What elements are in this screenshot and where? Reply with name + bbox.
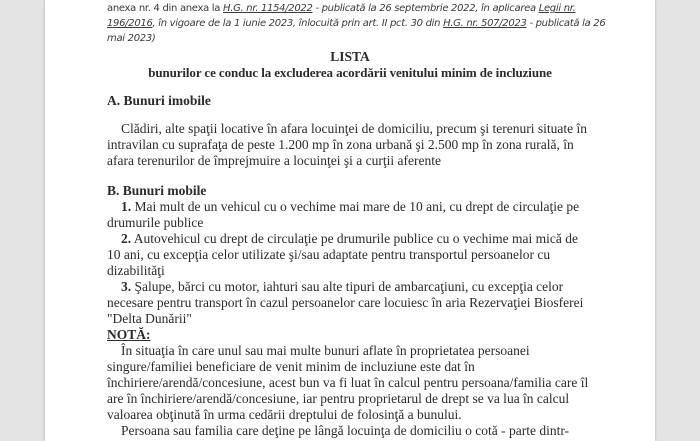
- note-mid-3: - publicată la 26: [526, 18, 606, 29]
- list-item: [107, 231, 593, 279]
- item-text: Autovehicul cu drept de circulaţie pe drumurile publice cu o vechime mai mică de 10 ani, cu excepţia celor utilizate şi/sau adaptate pentru transportul persoanelor cu dizabilităţi: [107, 231, 578, 278]
- note-mid-1: - publicată la 26 septembrie 2022, în aplicarea: [312, 3, 539, 14]
- link-hg-507-2023[interactable]: H.G. nr. 507/2023: [443, 18, 527, 29]
- document-content: [107, 0, 606, 439]
- note-mid-2: , în vigoare de la 1 iunie 2023, înlocuită prin art. II pct. 30 din: [152, 18, 444, 29]
- document-title: LISTA: [330, 49, 370, 64]
- amendment-note: [107, 0, 606, 46]
- item-number: 3.: [121, 279, 132, 294]
- section-b-heading: B. Bunuri mobile: [107, 183, 207, 198]
- item-number: 2.: [121, 231, 132, 246]
- link-hg-1154-2022[interactable]: H.G. nr. 1154/2022: [223, 3, 313, 14]
- link-legea-196-2016-a[interactable]: Legii nr.: [538, 3, 576, 14]
- nota-paragraph: În situaţia în care unul sau mai multe bunuri aflate în proprietatea persoanei singure/familiei beneficiare de venit minim de incluziune este dat în închiriere/arendă/concesiune, acest bun va fi luat în calcul pentru persoana/familia care îl are în închiriere/arendă/concesiune, iar pentru proprietarul de drept se va lua în calcul valoarea obţinută în urma cedării dreptului de folosinţă a bunului.: [107, 343, 589, 422]
- section-a-heading: A. Bunuri imobile: [107, 93, 211, 108]
- nota-heading: NOTĂ:: [107, 327, 151, 342]
- list-item: [107, 279, 593, 327]
- item-number: 1.: [121, 199, 132, 214]
- document-page: [45, 0, 655, 441]
- note-prefix: anexa nr. 4 din anexa la: [107, 3, 223, 14]
- document-subtitle: bunurilor ce conduc la excluderea acordării venitului minim de incluziune: [148, 65, 552, 80]
- list-item: [107, 199, 593, 231]
- note-suffix: mai 2023): [107, 33, 156, 44]
- item-text: Mai mult de un vehicul cu o vechime mai mare de 10 ani, cu drept de circulaţie pe drumurile publice: [107, 199, 580, 230]
- item-text: Şalupe, bărci cu motor, iahturi sau alte tipuri de ambarcaţiuni, cu excepţia celor necesare pentru transport în cazul persoanelor care locuiesc în aria Rezervaţiei Biosferei "Delta Dunării": [107, 279, 584, 326]
- section-a-text: Clădiri, alte spaţii locative în afara locuinţei de domiciliu, precum şi terenuri situate în intravilan cu suprafaţa de peste 1.200 mp în zona urbană şi 2.500 mp în zona rurală, în afara terenurilor de împrejmuire a locuinţei şi a curţii aferente: [107, 121, 587, 168]
- nota-paragraph: Persoana sau familia care deţine pe lângă locuinţa de domiciliu o cotă - parte dintr-: [121, 423, 570, 438]
- link-legea-196-2016-b[interactable]: 196/2016: [107, 18, 153, 29]
